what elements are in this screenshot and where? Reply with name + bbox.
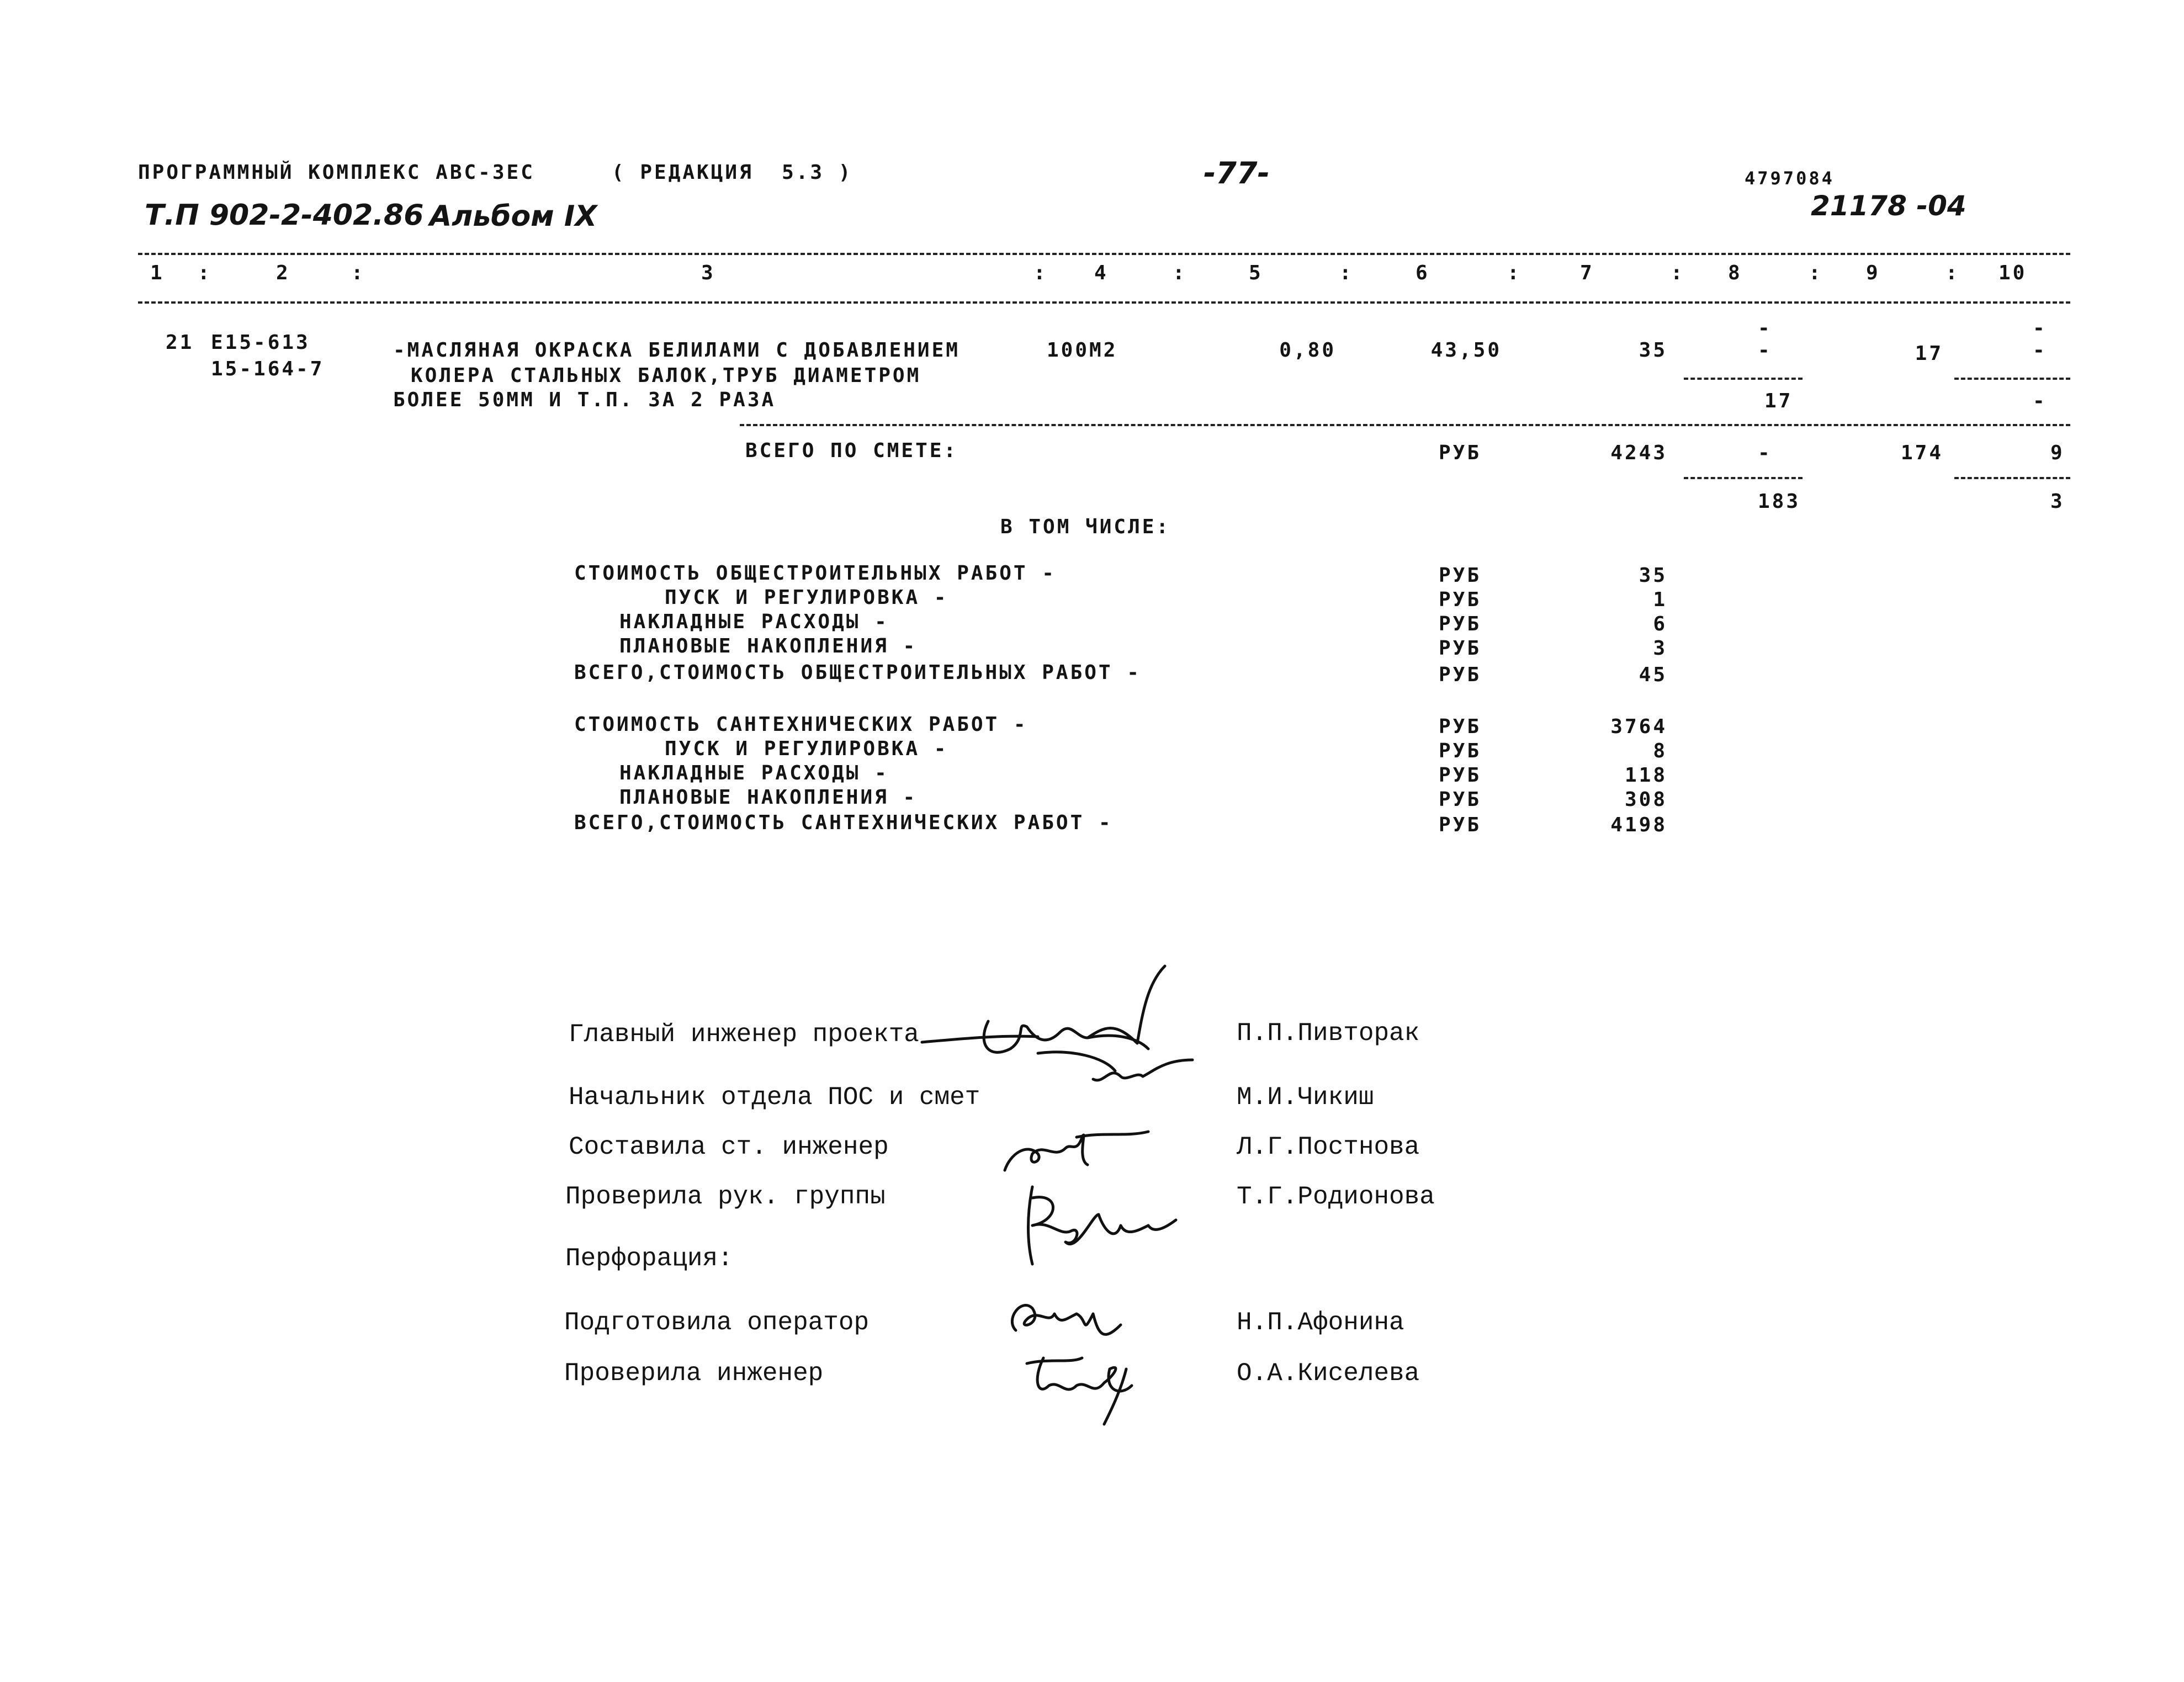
signer-name: Т.Г.Родионова: [1237, 1182, 1435, 1211]
col-header-10: 10: [1999, 262, 2027, 284]
signer-name: Н.П.Афонина: [1237, 1308, 1404, 1337]
summary-total-value: 45: [1639, 664, 1667, 686]
summary-value: 3764: [1610, 715, 1667, 738]
signer-name: Л.Г.Постнова: [1237, 1133, 1420, 1161]
page-number: -77-: [1204, 156, 1270, 190]
grand-total-label: ВСЕГО ПО СМЕТЕ:: [745, 439, 958, 462]
signature-chief-engineer: [905, 961, 1215, 1093]
grand-total-col8-top: -: [1758, 442, 1772, 464]
signer-role: Главный инженер проекта: [569, 1020, 919, 1049]
summary-label: ПУСК И РЕГУЛИРОВКА -: [665, 737, 948, 760]
grand-total-value: 4243: [1610, 442, 1667, 464]
doc-code: 4797084: [1745, 168, 1835, 189]
col-header-8: 8: [1728, 262, 1742, 284]
summary-total-value: 4198: [1610, 814, 1667, 836]
table-top-rule: [138, 253, 2070, 255]
program-name: ПРОГРАММНЫЙ КОМПЛЕКС АВС-3ЕС: [138, 161, 535, 184]
summary-unit: РУБ: [1439, 814, 1482, 836]
signer-role: Составила ст. инженер: [569, 1133, 889, 1161]
row-number: 21: [166, 331, 194, 354]
summary-label: СТОИМОСТЬ ОБЩЕСТРОИТЕЛЬНЫХ РАБОТ -: [574, 562, 1056, 585]
col-header-5: 5: [1249, 262, 1263, 284]
summary-unit: РУБ: [1439, 788, 1482, 811]
row-description-1: -МАСЛЯНАЯ ОКРАСКА БЕЛИЛАМИ С ДОБАВЛЕНИЕМ: [393, 339, 960, 362]
signer-role: Подготовила оператор: [564, 1308, 870, 1337]
summary-value: 8: [1653, 740, 1667, 762]
signer-name: М.И.Чикиш: [1237, 1083, 1374, 1112]
perforation-label: Перфорация:: [565, 1244, 733, 1273]
summary-value: 118: [1624, 764, 1667, 787]
signer-role: Проверила рук. группы: [565, 1182, 886, 1211]
col-header-6: 6: [1416, 262, 1430, 284]
project-id: Т.П 902-2-402.86: [145, 199, 424, 232]
entry-bottom-rule: [740, 424, 2070, 426]
summary-label: ПУСК И РЕГУЛИРОВКА -: [665, 586, 948, 609]
signer-role: Проверила инженер: [564, 1359, 824, 1388]
summary-unit: РУБ: [1439, 588, 1482, 611]
signer-name: О.А.Киселева: [1237, 1359, 1420, 1388]
signature-operator-and-engineer: [994, 1286, 1170, 1419]
summary-label: ПЛАНОВЫЕ НАКОПЛЕНИЯ -: [619, 786, 918, 809]
col-header-4: 4: [1094, 262, 1109, 284]
summary-value: 1: [1653, 588, 1667, 611]
grand-total-col10-bottom: 3: [2050, 490, 2065, 513]
summary-value: 308: [1624, 788, 1667, 811]
table-header-rule: [138, 301, 2070, 304]
row-col10-top: -: [2033, 339, 2047, 362]
grand-total-unit: РУБ: [1439, 442, 1482, 464]
summary-unit: РУБ: [1439, 613, 1482, 635]
row-description-2: КОЛЕРА СТАЛЬНЫХ БАЛОК,ТРУБ ДИАМЕТРОМ: [411, 364, 921, 387]
summary-unit: РУБ: [1439, 715, 1482, 738]
grand-total-col10-top: 9: [2050, 442, 2065, 464]
summary-unit: РУБ: [1439, 564, 1482, 587]
row-code-1: Е15-613: [211, 331, 310, 354]
summary-value: 3: [1653, 637, 1667, 660]
row-col8-bottom: 17: [1764, 390, 1793, 412]
col-header-1: 1: [150, 262, 165, 284]
row-total: 35: [1639, 339, 1667, 362]
row-quantity: 0,80: [1279, 339, 1336, 362]
row-code-2: 15-164-7: [211, 358, 325, 380]
row-unit: 100М2: [1047, 339, 1118, 362]
summary-value: 35: [1639, 564, 1667, 587]
col-header-2: 2: [276, 262, 290, 284]
summary-unit: РУБ: [1439, 637, 1482, 660]
col-header-9: 9: [1866, 262, 1880, 284]
signature-group-lead: [1016, 1181, 1192, 1270]
summary-label: ПЛАНОВЫЕ НАКОПЛЕНИЯ -: [619, 635, 918, 657]
row-col9: 17: [1915, 342, 1943, 365]
signer-name: П.П.Пивторак: [1237, 1019, 1420, 1048]
grand-total-col9: 174: [1900, 442, 1943, 464]
summary-unit: РУБ: [1439, 664, 1482, 686]
summary-label: НАКЛАДНЫЕ РАСХОДЫ -: [619, 762, 889, 784]
signer-role: Начальник отдела ПОС и смет: [569, 1083, 980, 1112]
including-heading: В ТОМ ЧИСЛЕ:: [1000, 516, 1171, 538]
summary-value: 6: [1653, 613, 1667, 635]
signature-compiler: [994, 1121, 1159, 1176]
grand-total-col8-bottom: 183: [1758, 490, 1801, 513]
summary-total-label: ВСЕГО,СТОИМОСТЬ САНТЕХНИЧЕСКИХ РАБОТ -: [574, 811, 1113, 834]
row-unit-price: 43,50: [1430, 339, 1502, 362]
album-label: Альбом IX: [430, 200, 597, 233]
summary-label: НАКЛАДНЫЕ РАСХОДЫ -: [619, 611, 889, 633]
col-header-7: 7: [1580, 262, 1594, 284]
summary-unit: РУБ: [1439, 740, 1482, 762]
summary-unit: РУБ: [1439, 764, 1482, 787]
inventory-number: 21178 -04: [1811, 190, 1966, 222]
row-col10-bottom: -: [2033, 390, 2047, 412]
edition-label: ( РЕДАКЦИЯ 5.3 ): [612, 161, 853, 184]
row-description-3: БОЛЕЕ 50ММ И Т.П. ЗА 2 РАЗА: [393, 389, 776, 411]
col-header-3: 3: [701, 262, 715, 284]
row-col8-top: -: [1758, 339, 1772, 362]
summary-label: СТОИМОСТЬ САНТЕХНИЧЕСКИХ РАБОТ -: [574, 713, 1028, 736]
summary-total-label: ВСЕГО,СТОИМОСТЬ ОБЩЕСТРОИТЕЛЬНЫХ РАБОТ -: [574, 661, 1141, 684]
